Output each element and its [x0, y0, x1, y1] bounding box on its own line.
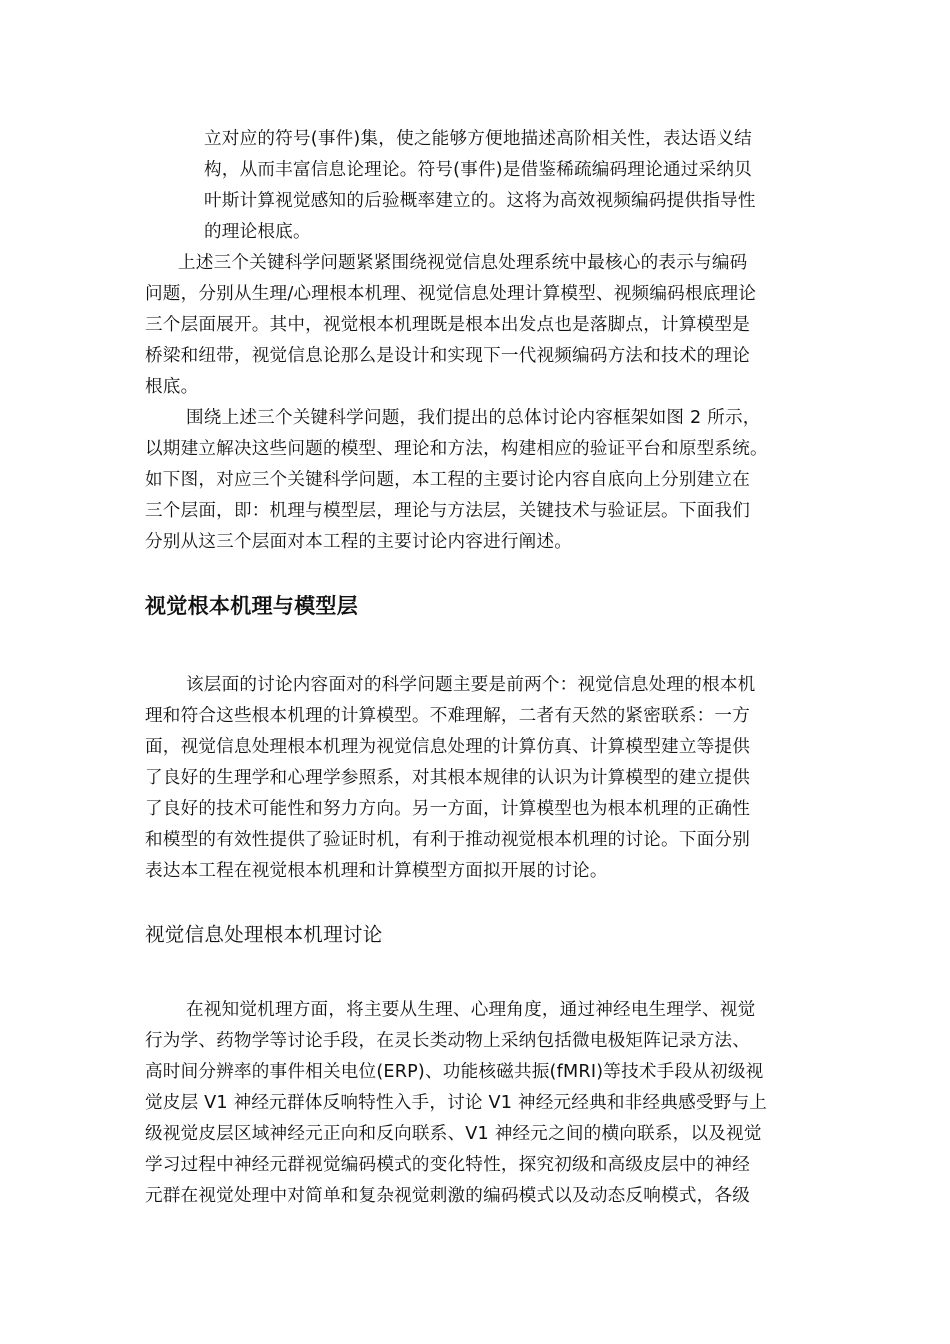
text-line: 级视觉皮层区域神经元正向和反向联系、V1 神经元之间的横向联系，以及视觉	[145, 1124, 762, 1144]
text-line: 分别从这三个层面对本工程的主要讨论内容进行阐述。	[145, 532, 573, 552]
text-line: 该层面的讨论内容面对的科学问题主要是前两个：视觉信息处理的根本机	[186, 675, 756, 695]
text-line: 和模型的有效性提供了验证时机，有利于推动视觉根本机理的讨论。下面分别	[145, 830, 750, 850]
text-line: 了良好的生理学和心理学参照系，对其根本规律的认识为计算模型的建立提供	[145, 768, 750, 788]
text-line: 以期建立解决这些问题的模型、理论和方法，构建相应的验证平台和原型系统。	[145, 439, 768, 459]
text-line: 觉皮层 V1 神经元群体反响特性入手，讨论 V1 神经元经典和非经典感受野与上	[145, 1093, 768, 1113]
text-line: 在视知觉机理方面，将主要从生理、心理角度，通过神经电生理学、视觉	[186, 1000, 756, 1020]
text-line: 行为学、药物学等讨论手段，在灵长类动物上采纳包括微电极矩阵记录方法、	[145, 1031, 750, 1051]
text-line: 了良好的技术可能性和努力方向。另一方面，计算模型也为根本机理的正确性	[145, 799, 750, 819]
text-line: 构，从而丰富信息论理论。符号(事件)是借鉴稀疏编码理论通过采纳贝	[204, 160, 752, 180]
text-line: 根底。	[145, 377, 199, 397]
text-line: 面，视觉信息处理根本机理为视觉信息处理的计算仿真、计算模型建立等提供	[145, 737, 750, 757]
text-line: 桥梁和纽带，视觉信息论那么是设计和实现下一代视频编码方法和技术的理论	[145, 346, 750, 366]
text-line: 如下图，对应三个关键科学问题，本工程的主要讨论内容自底向上分别建立在	[145, 470, 750, 490]
text-line: 理和符合这些根本机理的计算模型。不难理解，二者有天然的紧密联系：一方	[145, 706, 750, 726]
text-line: 上述三个关键科学问题紧紧围绕视觉信息处理系统中最核心的表示与编码	[178, 253, 748, 273]
text-line: 表达本工程在视觉根本机理和计算模型方面拟开展的讨论。	[145, 861, 608, 881]
text-line: 三个层面，即：机理与模型层，理论与方法层，关键技术与验证层。下面我们	[145, 501, 750, 521]
section-heading: 视觉根本机理与模型层	[145, 594, 358, 618]
text-line: 三个层面展开。其中，视觉根本机理既是根本出发点也是落脚点，计算模型是	[145, 315, 750, 335]
text-line: 围绕上述三个关键科学问题，我们提出的总体讨论内容框架如图 2 所示，	[186, 408, 761, 428]
text-line: 叶斯计算视觉感知的后验概率建立的。这将为高效视频编码提供指导性	[204, 191, 756, 211]
text-line: 高时间分辨率的事件相关电位(ERP)、功能核磁共振(fMRI)等技术手段从初级视	[145, 1062, 764, 1082]
text-line: 立对应的符号(事件)集，使之能够方便地描述高阶相关性，表达语义结	[204, 129, 752, 149]
subsection-heading: 视觉信息处理根本机理讨论	[145, 923, 383, 946]
text-line: 元群在视觉处理中对简单和复杂视觉刺激的编码模式以及动态反响模式，各级	[145, 1186, 750, 1206]
text-line: 学习过程中神经元群视觉编码模式的变化特性，探究初级和高级皮层中的神经	[145, 1155, 750, 1175]
text-line: 问题，分别从生理/心理根本机理、视觉信息处理计算模型、视频编码根底理论	[145, 284, 757, 304]
text-line: 的理论根底。	[204, 222, 311, 242]
